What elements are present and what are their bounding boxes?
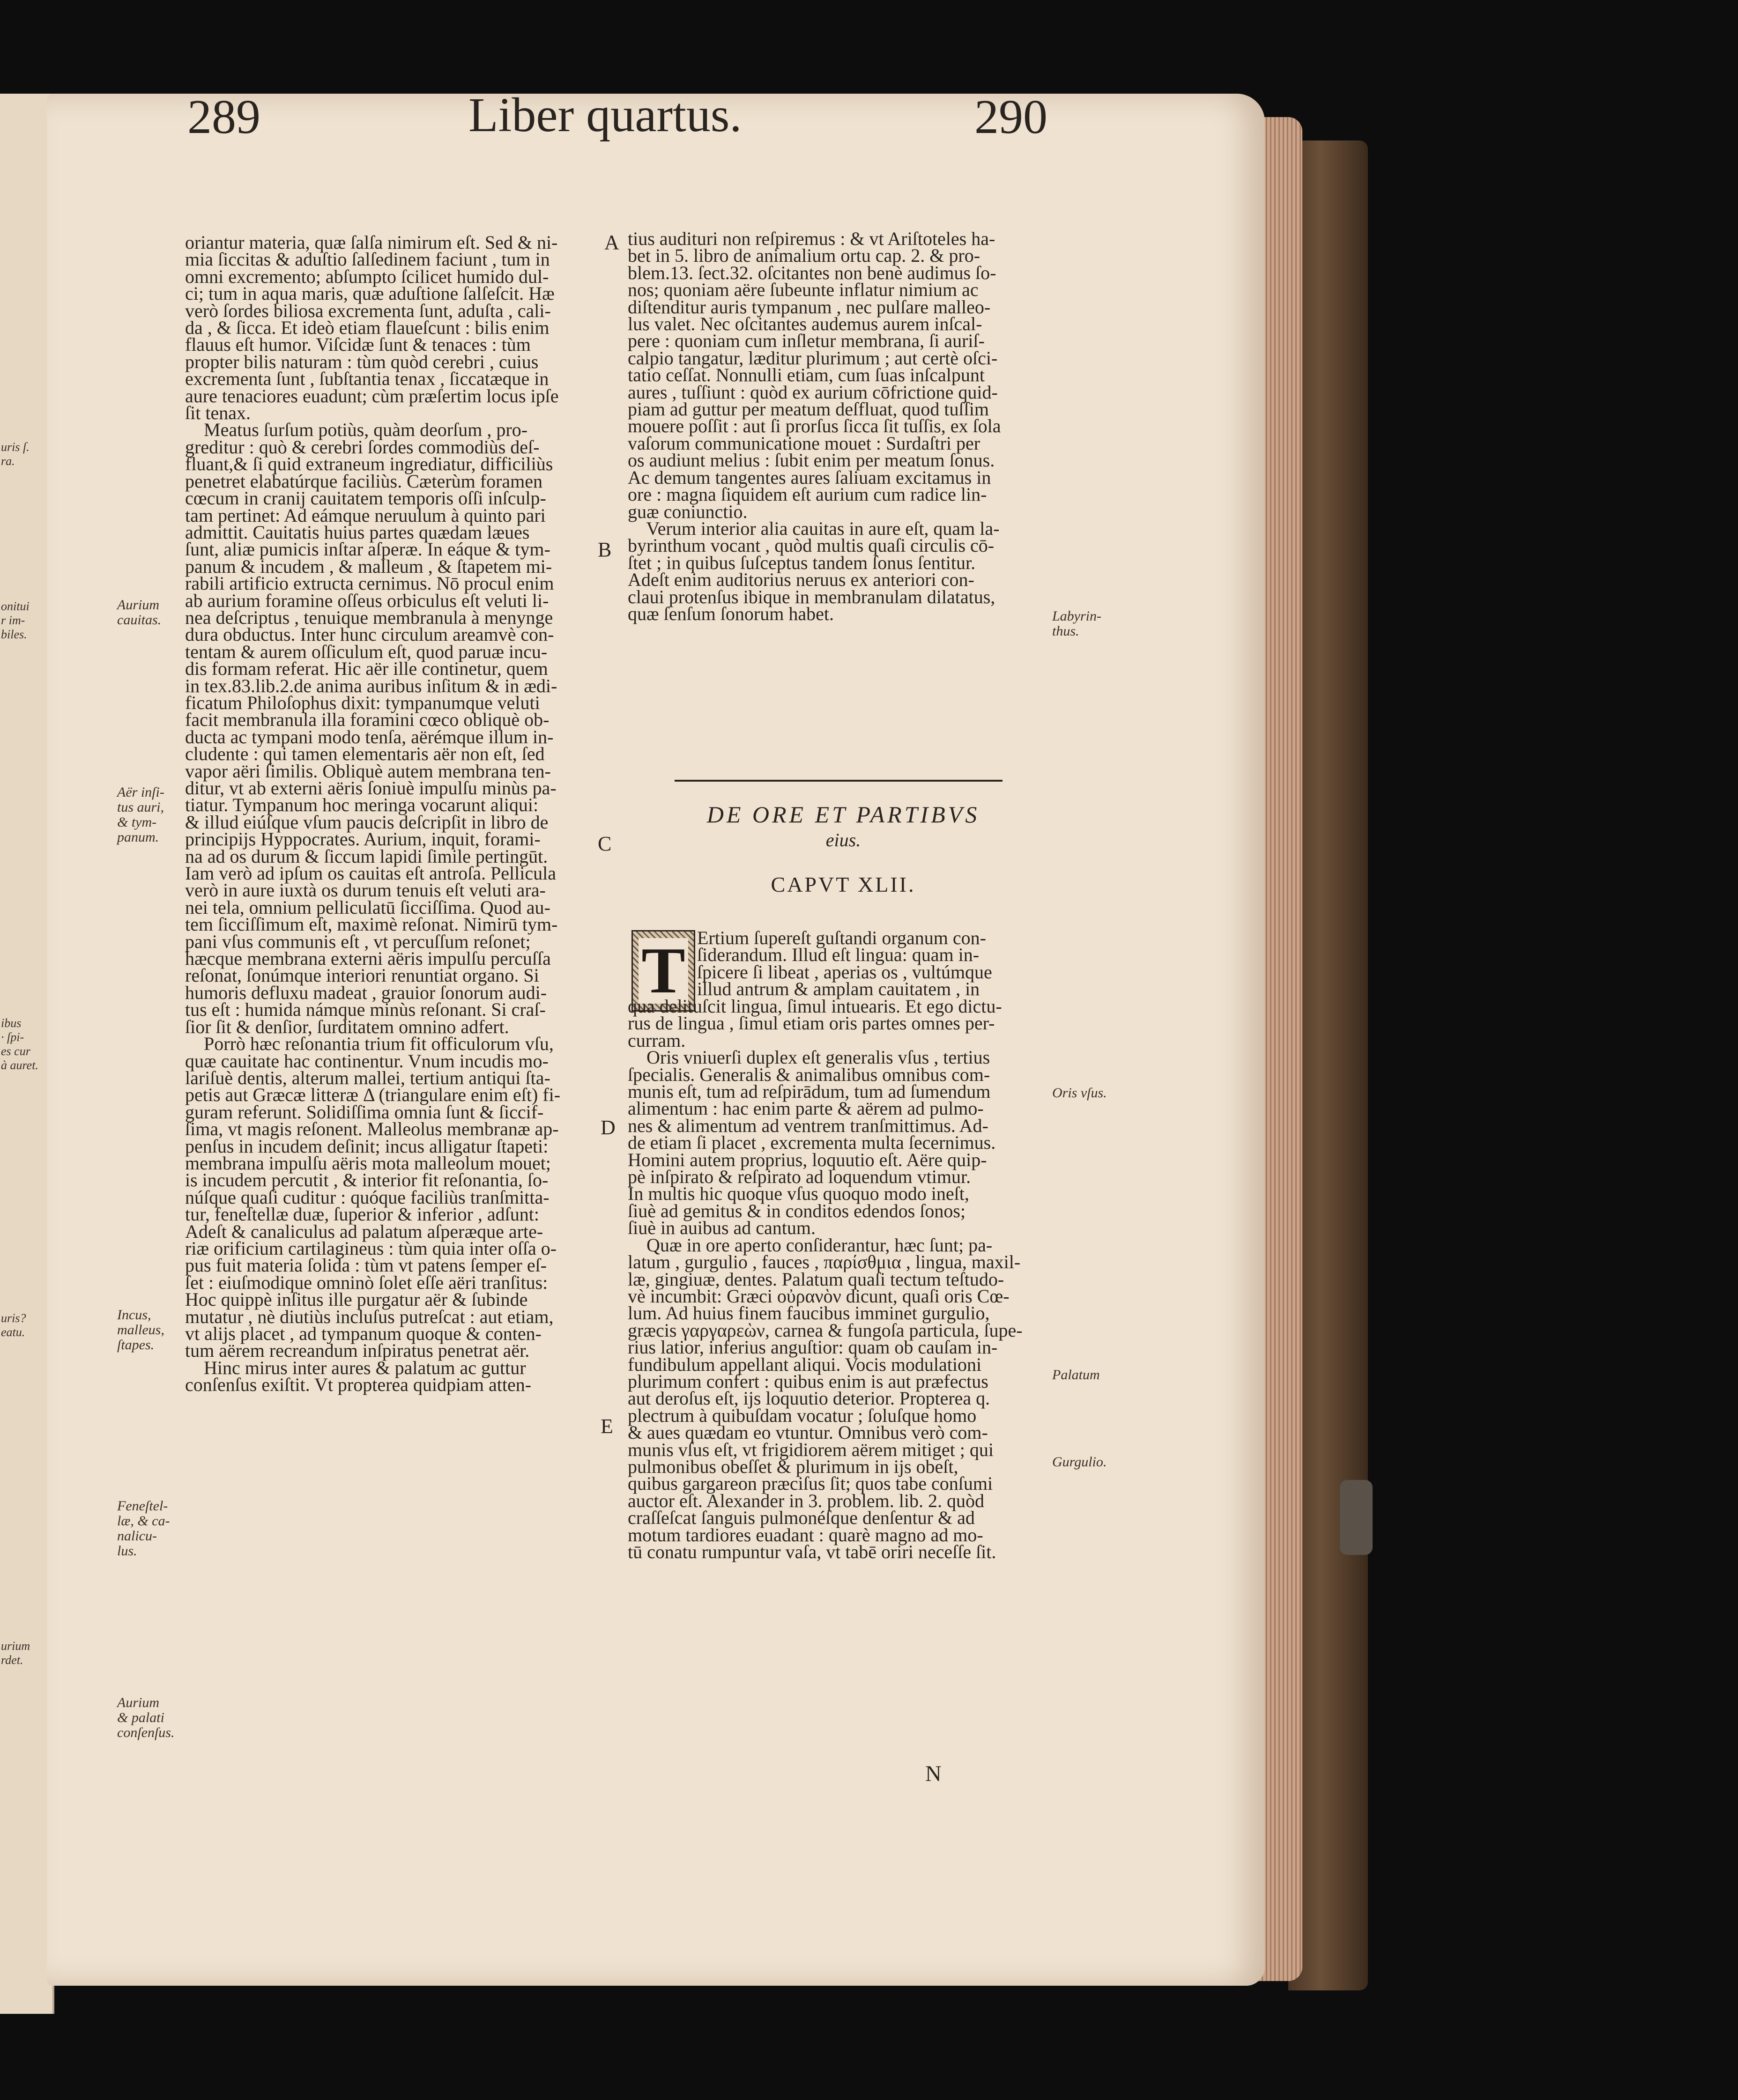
text-line: propter bilis naturam : tùm quòd cerebri , cuius <box>185 351 539 372</box>
section-letter-c: C <box>598 832 612 855</box>
text-line: riæ orificium cartilagineus : tùm quia inter oſſa o- <box>185 1237 557 1259</box>
text-line: græcis γαργαρεὼν, carnea & fungoſa particula, ſupe- <box>628 1319 1023 1341</box>
text-line: rabili artificio extructa cernimus. Nō procul enim <box>185 573 554 594</box>
text-line: flauus eſt humor. Viſcidæ ſunt & tenaces : tùm <box>185 334 531 355</box>
catchword: N <box>925 1761 942 1786</box>
text-line: Porrò hæc reſonantia trium fit officulorum vſu, <box>185 1033 554 1055</box>
text-line: mia ſiccitas & aduſtio ſalſedinem faciunt , tum in <box>185 249 550 270</box>
text-line: nei tela, omnium pelliculatū ſicciſſima. Quod au- <box>185 896 550 918</box>
text-line: admittit. Cauitatis huius partes quædam læues <box>185 521 530 543</box>
text-line: dis formam referat. Hic aër ille continetur, quem <box>185 658 548 680</box>
text-line: tum aërem recreandum inſpiratus penetrat aër. <box>185 1340 530 1361</box>
text-line: nos; quoniam aëre ſubeunte inflatur nimium ac <box>628 279 979 301</box>
margin-note-right: Gurgulio. <box>1052 1454 1107 1470</box>
text-line: quæ ſenſum ſonorum habet. <box>628 603 834 624</box>
text-line: pus fuit materia ſolida : tùm vt patens ſemper eſ- <box>185 1255 547 1276</box>
text-line: vè incumbit: Græci οὐρανὸν dicunt, quaſi oris Cœ- <box>628 1285 1010 1307</box>
text-line: tus eſt : humida námque minùs reſonant. Si craſ- <box>185 999 546 1020</box>
prev-margin-fragment: uris ſ. ra. <box>1 440 30 468</box>
text-line: ab aurium foramine oſſeus orbiculus eſt veluti li- <box>185 590 549 611</box>
chapter-opening-lines <box>697 927 1044 1000</box>
prev-margin-fragment: ibus · ſpi- es cur à auret. <box>1 1016 38 1072</box>
text-line: conſenſus exiſtit. Vt propterea quidpiam atten- <box>185 1374 532 1396</box>
prev-margin-fragment: uris? eatu. <box>1 1311 26 1339</box>
text-line: dura obductus. Inter hunc circulum areamvè con- <box>185 624 554 645</box>
running-head: Liber quartus. <box>468 88 742 142</box>
margin-note-left: Aurium & palati conſenſus. <box>117 1695 175 1740</box>
text-line: hæcque membrana externi aëris impulſu percuſſa <box>185 948 551 969</box>
chapter-text <box>628 998 1040 1560</box>
text-line: fluant,& ſi quid extraneum ingrediatur, difficiliùs <box>185 453 553 475</box>
text-line: lum. Ad huius finem faucibus imminet gurgulio, <box>628 1302 990 1324</box>
section-letter-a: A <box>604 231 619 254</box>
text-line: tentam & aurem oſſiculum eſt, quod paruæ incu- <box>185 641 548 662</box>
text-line: vt alijs placet , ad tympanum quoque & conten- <box>185 1323 542 1344</box>
text-line: mouere poſſit : aut ſi prorſus ſicca ſit tuſſis, ex ſola <box>628 415 1001 437</box>
book-clasp <box>1340 1480 1373 1555</box>
text-line: Ac demum tangentes aures ſaliuam excitamus in <box>628 466 991 488</box>
text-line: tem ſicciſſimum eſt, maximè reſonat. Nimirū tym- <box>185 914 558 935</box>
text-line: byrinthum vocant , quòd multis quaſi circulis cō- <box>628 535 995 556</box>
text-line: curram. <box>628 1029 686 1051</box>
text-line: Quæ in ore aperto conſiderantur, hæc ſunt; pa- <box>628 1234 993 1256</box>
text-line: tatio ceſſat. Nonnulli etiam, cum ſuas inſcalpunt <box>628 364 985 386</box>
text-line: diſtenditur auris tympanum , nec pulſare malleo- <box>628 296 991 318</box>
text-line: Hoc quippè inſitus ille purgatur aër & ſubinde <box>185 1289 528 1310</box>
text-line: aures , tuſſiunt : quòd ex aurium cōfrictione quid- <box>628 381 998 403</box>
text-line: ſunt, aliæ pumicis inſtar aſperæ. In eáque & tym- <box>185 539 550 560</box>
text-line: in tex.83.lib.2.de anima auribus inſitum & in ædi- <box>185 675 557 696</box>
text-line: quibus gargareon præciſus ſit; quos tabe conſumi <box>628 1473 993 1494</box>
text-line: aure tenaciores euadunt; cùm præſertim locus ipſe <box>185 385 559 407</box>
section-letter-b: B <box>598 538 612 561</box>
text-line: lus valet. Nec oſcitantes audemus aurem inſcal- <box>628 313 982 335</box>
text-line: blem.13. ſect.32. oſcitantes non benè audimus ſo- <box>628 262 996 283</box>
text-line: os audiunt melius : ſubit enim per meatum ſonus. <box>628 450 995 471</box>
section-letter-e: E <box>601 1415 613 1438</box>
text-line: quæ cauitate hac continentur. Vnum incudis mo- <box>185 1050 549 1072</box>
prev-margin-fragment: onitui r im- biles. <box>1 599 30 641</box>
text-line: craſſeſcat ſanguis pulmonéſque denſentur & ad <box>628 1507 975 1529</box>
margin-note-right: Labyrin- thus. <box>1052 608 1101 639</box>
right-text-column-top <box>628 230 1040 622</box>
text-line: & illud eiúſque vſum paucis deſcripſit in libro de <box>185 811 549 833</box>
margin-note-left: Aurium cauitas. <box>117 597 162 628</box>
text-line: tiatur. Tympanum hoc meringa vocarunt aliqui: <box>185 794 539 816</box>
chapter-number: CAPVT XLII. <box>771 873 916 896</box>
text-line: læ, gingiuæ, dentes. Palatum quaſi tectum teſtudo- <box>628 1268 1004 1290</box>
previous-page-strip <box>0 94 54 2014</box>
text-line: nea deſcriptus , tenuique membranula à menynge <box>185 606 553 628</box>
text-line: cludente : qui tamen elementaris aër non eſt, ſed <box>185 743 545 765</box>
text-line: & aues quædam eo vtuntur. Omnibus verò com- <box>628 1422 988 1443</box>
text-line: penſus in incudem deſinit; incus alligatur ſtapeti: <box>185 1135 549 1157</box>
text-line: ſit tenax. <box>185 402 251 424</box>
text-line: claui protenſus ibique in membranulam dilatatus, <box>628 586 995 607</box>
text-line: reſonat, ſonúmque interiori renuntiat organo. Si <box>185 965 539 986</box>
text-line: pè inſpirato & reſpirato ad loquendum vtimur. <box>628 1166 971 1188</box>
text-line: rus de lingua , ſimul etiam oris partes omnes per- <box>628 1013 995 1034</box>
text-line: Iam verò ad ipſum os cauitas eſt antroſa. Pellicula <box>185 863 556 884</box>
margin-note-right: Palatum <box>1052 1367 1100 1383</box>
text-line: cœcum in cranij cauitatem temporis oſſi inſculp- <box>185 488 546 509</box>
text-line: panum & incudem , & malleum , & ſtapetem mi- <box>185 555 552 577</box>
text-line: pani vſus communis eſt , vt percuſſum reſonet; <box>185 931 531 952</box>
text-line: excrementa ſunt , ſubſtantia tenax , ſiccatæque in <box>185 368 549 390</box>
text-line: calpio tangatur, læditur plurimum ; aut certè oſci- <box>628 347 998 369</box>
text-line: plectrum à quibuſdam vocatur ; ſoluſque homo <box>628 1405 977 1426</box>
text-line: Homini autem proprius, loquutio eſt. Aëre quip- <box>628 1149 987 1170</box>
section-rule <box>675 780 1003 782</box>
text-line: tū conatu rumpuntur vaſa, vt tabē oriri neceſſe ſit. <box>628 1541 996 1562</box>
text-line: ſpecialis. Generalis & animalibus omnibus com- <box>628 1064 990 1085</box>
text-line: bet in 5. libro de animalium ortu cap. 2. & pro- <box>628 245 980 266</box>
text-line: vapor aëri ſimilis. Obliquè autem membrana ten- <box>185 760 551 782</box>
text-line: de etiam ſi placet , excrementa multa ſecernimus. <box>628 1132 996 1154</box>
text-line: ſtet ; in quibus ſuſceptus tandem ſonus ſentitur. <box>628 552 976 573</box>
text-line: membrana impulſu aëris mota malleolum mouet; <box>185 1152 551 1174</box>
margin-note-right: Oris vſus. <box>1052 1085 1107 1101</box>
text-line: tam pertinet: Ad eámque neruulum à quinto pari <box>185 504 546 526</box>
text-line: na ad os durum & ſiccum lapidi ſimile pertingūt. <box>185 845 548 867</box>
text-line: ſior ſit & denſior, ſurditatem omnino adfert. <box>185 1016 509 1037</box>
text-line: alimentum : hac enim parte & aërem ad pulmo- <box>628 1098 984 1119</box>
text-line: Hinc mirus inter aures & palatum ac guttur <box>185 1357 526 1378</box>
text-line: ſet : eiuſmodique omninò ſolet eſſe aëri tranſitus: <box>185 1272 548 1293</box>
text-line: munis eſt, tum ad reſpirādum, tum ad ſumendum <box>628 1081 991 1102</box>
text-line: omni excremento; abſumpto ſcilicet humido dul- <box>185 266 549 287</box>
text-line: humoris defluxu madeat , grauior ſonorum audi- <box>185 982 547 1003</box>
text-line: nes & alimentum ad ventrem tranſmittimus. Ad- <box>628 1115 988 1136</box>
text-line: da , & ſicca. Et ideò etiam flaueſcunt : bilis enim <box>185 317 550 339</box>
text-line: ci; tum in aqua maris, quæ aduſtione ſalſeſcit. Hæ <box>185 283 555 304</box>
initial-letter: T <box>639 938 688 1004</box>
text-line: facit membranula illa foramini cœco obliquè ob- <box>185 709 550 731</box>
text-line: Ertium ſupereſt guſtandi organum con- <box>697 927 986 948</box>
text-line: mutatur , nè diutiùs incluſus putreſcat : aut etiam, <box>185 1306 554 1327</box>
text-line: Adeſt & canaliculus ad palatum aſperæque arte- <box>185 1220 543 1242</box>
text-line: tur, feneſtellæ duæ, ſuperior & inferior , adſunt: <box>185 1204 539 1225</box>
text-line: Adeſt enim auditorius neruus ex anteriori con- <box>628 569 974 591</box>
text-line: qua delituſcit lingua, ſimul intuearis. Et ego dictu- <box>628 996 1002 1017</box>
text-line: rius latior, inferius anguſtior: quam ob cauſam in- <box>628 1337 998 1358</box>
text-line: petis aut Græcæ litteræ Δ (triangulare enim eſt) fi- <box>185 1084 561 1106</box>
text-line: ore : magna ſiquidem eſt aurium cum radice lin- <box>628 484 987 505</box>
page-number-left: 289 <box>187 90 260 144</box>
text-line: plurimum confert : quibus enim is aut præfectus <box>628 1370 988 1392</box>
text-line: ſima, vt magis reſonent. Malleolus membranæ ap- <box>185 1118 559 1140</box>
text-line: pere : quoniam cum inſletur membrana, ſi auriſ- <box>628 330 985 352</box>
text-line: Oris vniuerſi duplex eſt generalis vſus , tertius <box>628 1047 990 1068</box>
text-line: auctor eſt. Alexander in 3. problem. lib. 2. quòd <box>628 1490 984 1511</box>
text-line: aut deroſus eſt, ijs loquutio deterior. Propterea q. <box>628 1388 990 1409</box>
text-line: penetret elabatúrque faciliùs. Cæterùm foramen <box>185 470 543 492</box>
text-line: verò ſordes biliosa excrementa ſunt, aduſta , cali- <box>185 300 551 321</box>
left-text-column <box>185 234 597 1394</box>
prev-margin-fragment: urium rdet. <box>1 1639 30 1667</box>
text-line: principijs Hyppocrates. Aurium, inquit, forami- <box>185 828 541 850</box>
text-line: ſpicere ſi libeat , aperias os , vultúmque <box>697 961 992 983</box>
page-number-right: 290 <box>974 90 1047 144</box>
chapter-title: DE ORE ET PARTIBVS <box>706 801 980 828</box>
text-line: Verum interior alia cauitas in aure eſt, quam la- <box>628 518 1000 539</box>
text-line: guæ coniunctio. <box>628 501 748 522</box>
text-line: piam ad guttur per meatum deſfluat, quod tuſſim <box>628 399 989 420</box>
text-line: greditur : quò & cerebri ſordes commodiùs deſ- <box>185 436 540 458</box>
text-line: ſiderandum. Illud eſt lingua: quam in- <box>697 944 980 966</box>
text-line: munis vſus eſt, vt frigidiorem aërem mitiget ; qui <box>628 1439 994 1460</box>
text-line: In multis hic quoque vſus quoquo modo ineſt, <box>628 1183 969 1205</box>
text-line: is incudem percutit , & interior fit reſonantia, ſo- <box>185 1169 549 1191</box>
text-line: fundibulum appellant aliqui. Vocis modulationi <box>628 1353 982 1375</box>
text-line: illud antrum & amplam cauitatem , in <box>697 978 980 1000</box>
text-line: ditur, vt ab externi aëris ſoniuè impulſu minùs pa- <box>185 777 557 799</box>
text-line: núſque quaſi cuditur : quóque faciliùs tranſmitta- <box>185 1186 550 1208</box>
chapter-title-cont: eius. <box>825 829 861 850</box>
margin-note-left: Incus, malleus, ſtapes. <box>117 1307 164 1353</box>
text-line: guram referunt. Solidiſſima omnia ſunt & ſiccif- <box>185 1101 544 1123</box>
text-line: tius audituri non reſpiremus : & vt Ariſtoteles ha- <box>628 228 995 249</box>
text-line: latum , gurgulio , fauces , παρίσθμια , lingua, maxil- <box>628 1251 1021 1273</box>
text-line: pulmonibus obeſſet & plurimum in ijs obeſt, <box>628 1456 958 1477</box>
text-line: ſiuè ad gemitus & in conditos edendos ſonos; <box>628 1200 966 1221</box>
text-line: vaſorum communicatione mouet : Surdaſtri per <box>628 432 980 454</box>
text-line: motum tardiores euadant : quarè magno ad mo- <box>628 1524 983 1545</box>
margin-note-left: Feneſtel- læ, & ca- nalicu- lus. <box>117 1498 170 1559</box>
text-line: oriantur materia, quæ ſalſa nimirum eſt. Sed & ni- <box>185 232 558 253</box>
margin-note-left: Aër inſi- tus auri, & tym- panum. <box>117 784 164 845</box>
text-line: ficatum Philoſophus dixit: tympanumque veluti <box>185 692 540 713</box>
section-letter-d: D <box>601 1116 616 1139</box>
text-line: Meatus ſurſum potiùs, quàm deorſum , pro- <box>185 419 528 441</box>
text-line: verò in aure iuxtà os durum tenuis eſt veluti ara- <box>185 880 546 901</box>
text-line: lariſuè dentis, alterum mallei, tertium antiqui ſta- <box>185 1067 550 1088</box>
text-line: ſiuè in auibus ad cantum. <box>628 1217 816 1239</box>
text-line: ducta ac tympani modo tenſa, aërémque illum in- <box>185 726 554 747</box>
